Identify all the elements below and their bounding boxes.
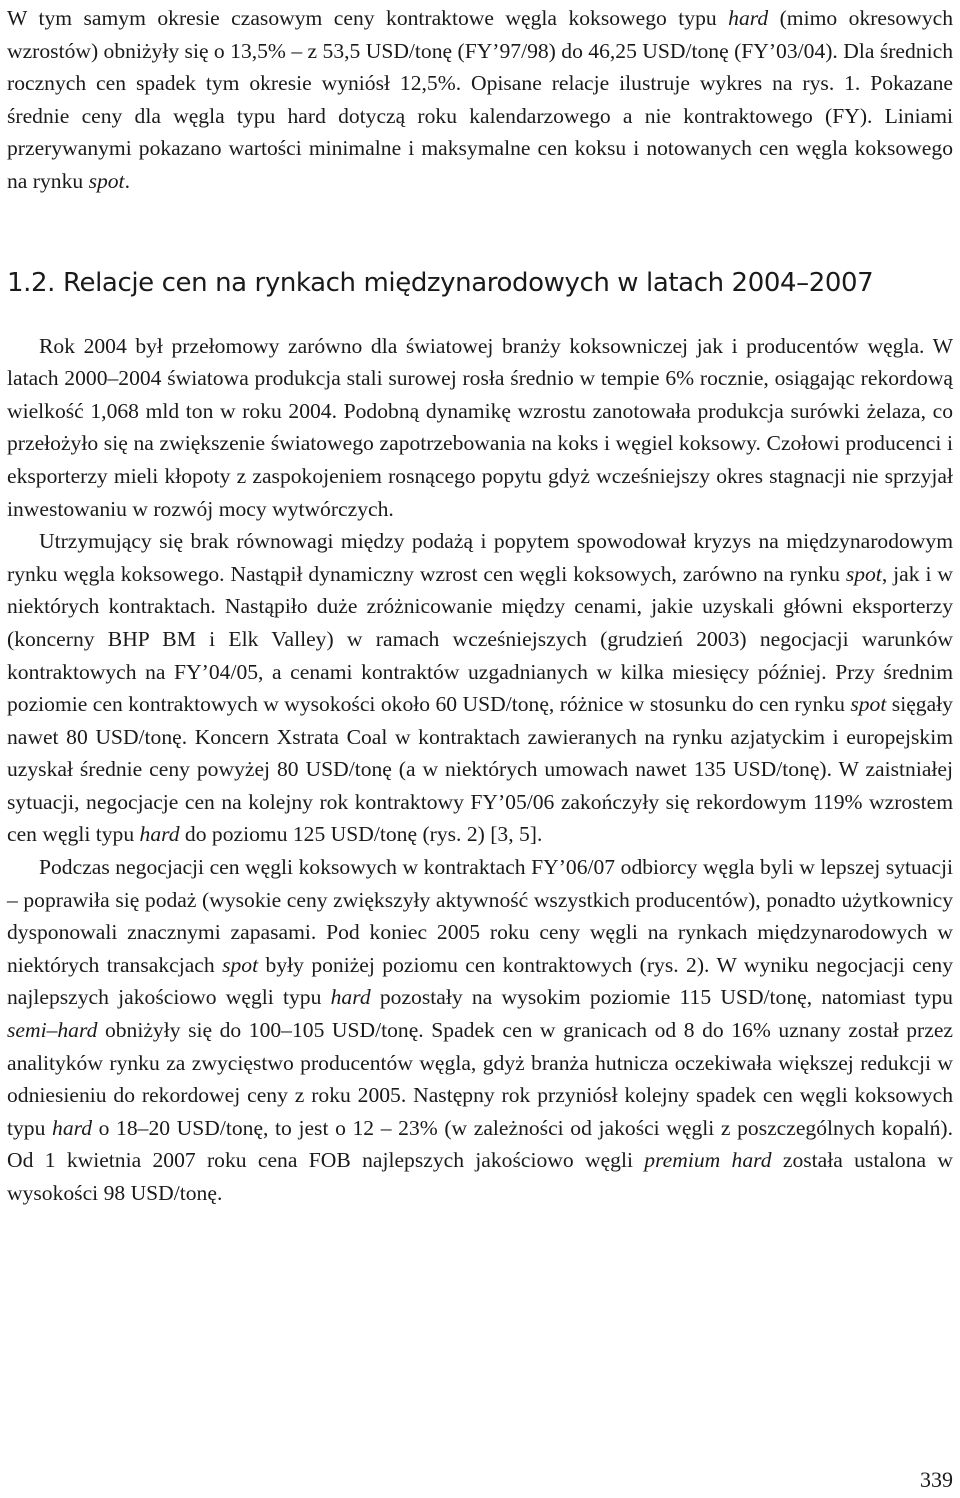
term-hard: hard xyxy=(139,822,180,847)
term-premium-hard: premium hard xyxy=(644,1148,772,1173)
paragraph-1 xyxy=(7,330,953,526)
paragraph-2-text-4: do poziomu 125 USD/tonę (rys. 2) [3, 5]. xyxy=(179,822,543,847)
paragraph-3-text-2: były poniżej poziomu cen kontraktowych (rys. 2). W wyniku negocjacji ceny najlepszych jakościowo węgli typu xyxy=(7,952,953,1010)
term-spot: spot xyxy=(88,168,125,193)
paragraph-1-text: Rok 2004 był przełomowy zarówno dla światowej branży koksowniczej jak i producentów węgla. W latach 2000–2004 światowa produkcja stali surowej rosła średnio w tempie 6% rocznie, osiągając rekordową wielkość 1,068 mld ton w roku 2004. Podobną dynamikę wzrostu zanotowała produkcja surówki żelaza, co przełożyło się na zwiększenie światowego zapotrzebowania na koks i węgiel koksowy. Czołowi producenci i eksporterzy mieli kłopoty z zaspokojeniem rosnącego popytu gdyż wcześniejszy okres stagnacji nie sprzyjał inwestowaniu w rozwój mocy wytwórczych. xyxy=(7,333,953,521)
paragraph-3-text-5: o 18–20 USD/tonę, to jest o 12 – 23% (w zależności od jakości węgli z poszczególnych kopalń). Od 1 kwietnia 2007 roku cena FOB najlepszych jakościowo węgli xyxy=(7,1115,953,1173)
paragraph-2-text-2: , jak i w niektórych kontraktach. Nastąpiło duże zróżnicowanie między cenami, jakie uzyskali główni eksporterzy (koncerny BHP BM i Elk Valley) w ramach wcześniejszych (grudzień 2003) negocjacji warunków kontraktowych na FY’04/05, a cenami kontraktów uzgadnianych w kilka miesięcy później. Przy średnim poziomie cen kontraktowych w wysokości około 60 USD/tonę, różnice w stosunku do cen rynku xyxy=(7,561,953,717)
term-hard: hard xyxy=(52,1115,93,1140)
intro-text-3: . xyxy=(124,168,130,193)
intro-text-1: W tym samym okresie czasowym ceny kontraktowe węgla koksowego typu xyxy=(7,6,729,30)
paragraph-2-text-3: sięgały nawet 80 USD/tonę. Koncern Xstrata Coal w kontraktach zawieranych na rynku azjatyckim i europejskim uzyskał średnie ceny powyżej 80 USD/tonę (a w niektórych umowach nawet 135 USD/tonę). W zaistniałej sytuacji, negocjacje cen na kolejny rok kontraktowy FY’05/06 zakończyły się rekordowym 119% wzrostem cen węgli typu xyxy=(7,692,953,847)
paragraph-3-text-6: została ustalona w wysokości 98 USD/tonę. xyxy=(7,1148,953,1205)
section-title: Relacje cen na rynkach międzynarodowych w latach 2004–2007 xyxy=(63,267,874,298)
term-spot: spot xyxy=(845,561,882,586)
page-number: 339 xyxy=(920,1467,953,1492)
paragraph-3 xyxy=(7,851,953,1210)
paragraph-3-text-1: Podczas negocjacji cen węgli koksowych w kontraktach FY’06/07 odbiorcy węgla byli w lepszej sytuacji – poprawiła się podaż (wysokie ceny zwiększyły aktywność wszystkich producentów), ponadto użytkownicy dysponowali znacznymi zapasami. Pod koniec 2005 roku ceny węgli na rynkach międzynarodowych w niektórych transakcjach xyxy=(7,855,953,977)
term-hard: hard xyxy=(330,985,371,1010)
section-heading xyxy=(7,266,953,300)
intro-text-2: (mimo okresowych wzrostów) obniżyły się o 13,5% – z 53,5 USD/tonę (FY’97/98) do 46,25 USD/tonę (FY’03/04). Dla średnich rocznych cen spadek tym okresie wyniósł 12,5%. Opisane relacje ilustruje wykres na rys. 1. Pokazane średnie ceny dla węgla typu hard dotyczą roku kalendarzowego a nie kontraktowego (FY). Liniami przerywanymi pokazano wartości minimalne i maksymalne cen koksu i notowanych cen węgla koksowego na rynku xyxy=(7,6,953,193)
paragraph-3-text-3: pozostały na wysokim poziomie 115 USD/tonę, natomiast typu xyxy=(370,985,953,1010)
term-hard: hard xyxy=(728,6,769,30)
paragraph-2-text-1: Utrzymujący się brak równowagi między podażą i popytem spowodował kryzys na międzynarodowym rynku węgla koksowego. Nastąpił dynamiczny wzrost cen węgli koksowych, zarówno na rynku xyxy=(7,529,953,586)
paragraph-2 xyxy=(7,525,953,851)
paragraph-3-text-4: obniżyły się do 100–105 USD/tonę. Spadek cen w granicach od 8 do 16% uznany został przez analityków rynku za zwycięstwo producentów węgla, gdyż branża hutnicza oczekiwała większej redukcji w odniesieniu do rekordowej ceny z roku 2005. Następny rok przyniósł kolejny spadek cen węgli koksowych typu xyxy=(7,1018,953,1140)
term-semi-hard: semi–hard xyxy=(7,1018,98,1043)
document-page xyxy=(7,0,953,1210)
term-spot: spot xyxy=(850,692,887,717)
term-spot: spot xyxy=(222,952,259,977)
section-number: 1.2. xyxy=(7,267,56,298)
intro-paragraph xyxy=(7,0,953,198)
